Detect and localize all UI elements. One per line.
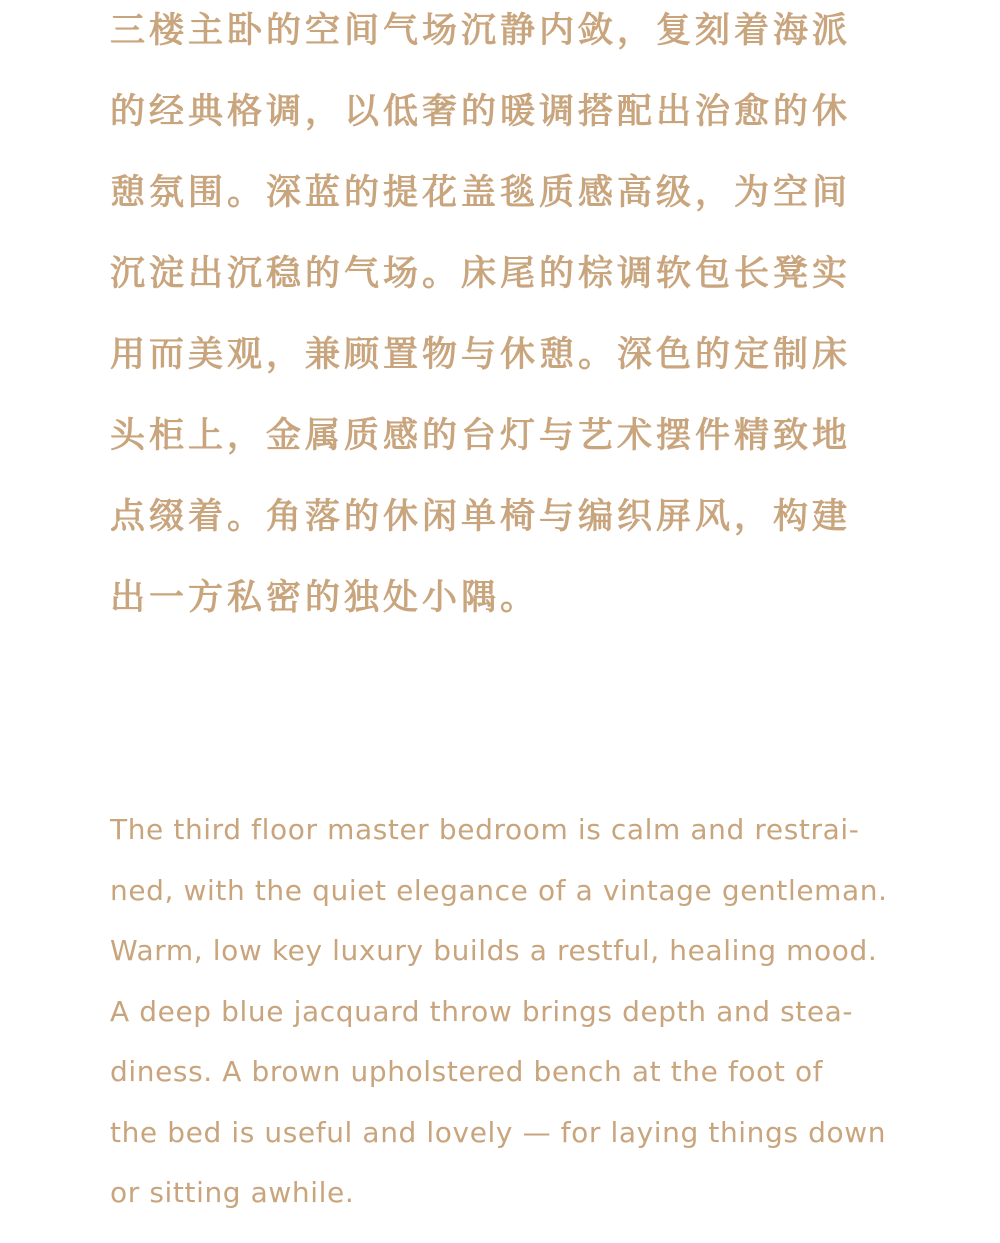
english-text-line: ned, with the quiet elegance of a vintage gentleman. (110, 873, 888, 907)
chinese-text-line: 三楼主卧的空间气场沉静内敛，复刻着海派 (110, 10, 852, 51)
chinese-paragraph (110, 0, 900, 648)
english-text-line: The third floor master bedroom is calm and restrai- (110, 813, 860, 846)
chinese-text-line: 头柜上，金属质感的台灯与艺术摆件精致地 (110, 415, 852, 456)
chinese-text-line: 憩氛围。深蓝的提花盖毯质感高级，为空间 (110, 172, 852, 213)
chinese-text-line: 的经典格调，以低奢的暖调搭配出治愈的休 (110, 91, 852, 132)
english-paragraph (110, 800, 930, 1224)
english-text-line: A deep blue jacquard throw brings depth and stea- (110, 994, 854, 1028)
english-text-line: Warm, low key luxury builds a restful, healing mood. (110, 934, 878, 967)
chinese-text-line: 出一方私密的独处小隅。 (110, 577, 540, 618)
chinese-text-line: 点缀着。角落的休闲单椅与编织屏风，构建 (110, 496, 852, 537)
english-text-line: diness. A brown upholstered bench at the foot of (110, 1055, 824, 1088)
english-text-line: the bed is useful and lovely — for laying things down (110, 1115, 887, 1149)
chinese-text-line: 沉淀出沉稳的气场。床尾的棕调软包长凳实 (110, 253, 852, 294)
english-text-line: or sitting awhile. (110, 1176, 355, 1209)
chinese-text-line: 用而美观，兼顾置物与休憩。深色的定制床 (110, 334, 852, 375)
